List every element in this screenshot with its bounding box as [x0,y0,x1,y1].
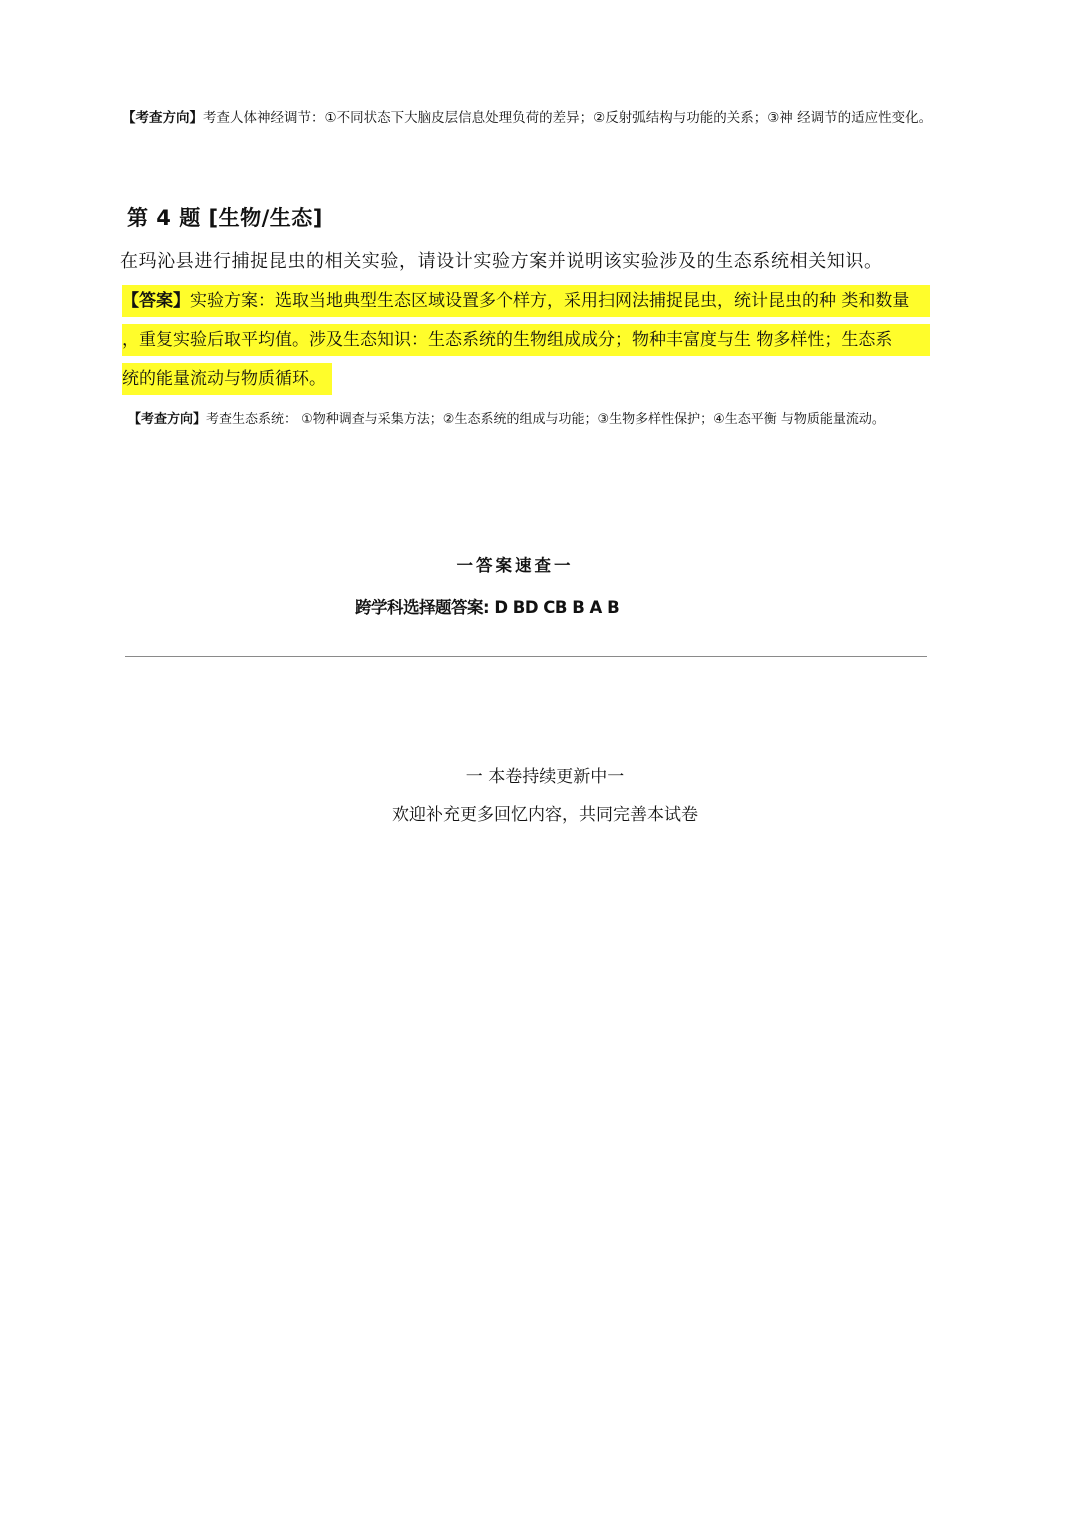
focus-text: 考查生态系统： ①物种调查与采集方法；②生态系统的组成与功能；③生物多样性保护；④生态平衡 与物质能量流动。 [206,412,885,427]
focus-label: 【考查方向】 [128,412,207,427]
answer-text-line-2: ，重复实验后取平均值。涉及生态知识：生态系统的生物组成成分；物种丰富度与生 物多样性；生态系 [122,330,893,350]
section-divider [125,656,927,657]
quick-answers-line: 跨学科选择题答案: D BD CB B A B [355,598,620,617]
answer-text-line-1: 实验方案：选取当地典型生态区域设置多个样方，采用扫网法捕捉昆虫，统计昆虫的种 类和数量 [190,291,910,311]
focus-label: 【考查方向】 [122,110,203,126]
answer-label: 【答案】 [122,291,190,311]
answer-highlight-line-3 [122,363,332,395]
answer-highlight-line-2 [122,324,930,356]
question-4-title: 第 4 题 [生物/生态] [127,206,323,230]
previous-question-focus [122,108,932,128]
question-4-body: 在玛沁县进行捕捉昆虫的相关实验，请设计实验方案并说明该实验涉及的生态系统相关知识。 [120,251,883,272]
update-note: 一 本卷持续更新中一 [465,767,625,787]
focus-text: 考查人体神经调节：①不同状态下大脑皮层信息处理负荷的差异；②反射弧结构与功能的关系；③神 经调节的适应性变化。 [203,110,933,126]
welcome-note: 欢迎补充更多回忆内容，共同完善本试卷 [392,805,698,825]
answer-text-line-3: 统的能量流动与物质循环。 [122,369,326,389]
quick-answers-title: 一答案速查一 [456,556,574,575]
question-4-focus [128,410,885,430]
answer-highlight-line-1 [122,285,930,317]
